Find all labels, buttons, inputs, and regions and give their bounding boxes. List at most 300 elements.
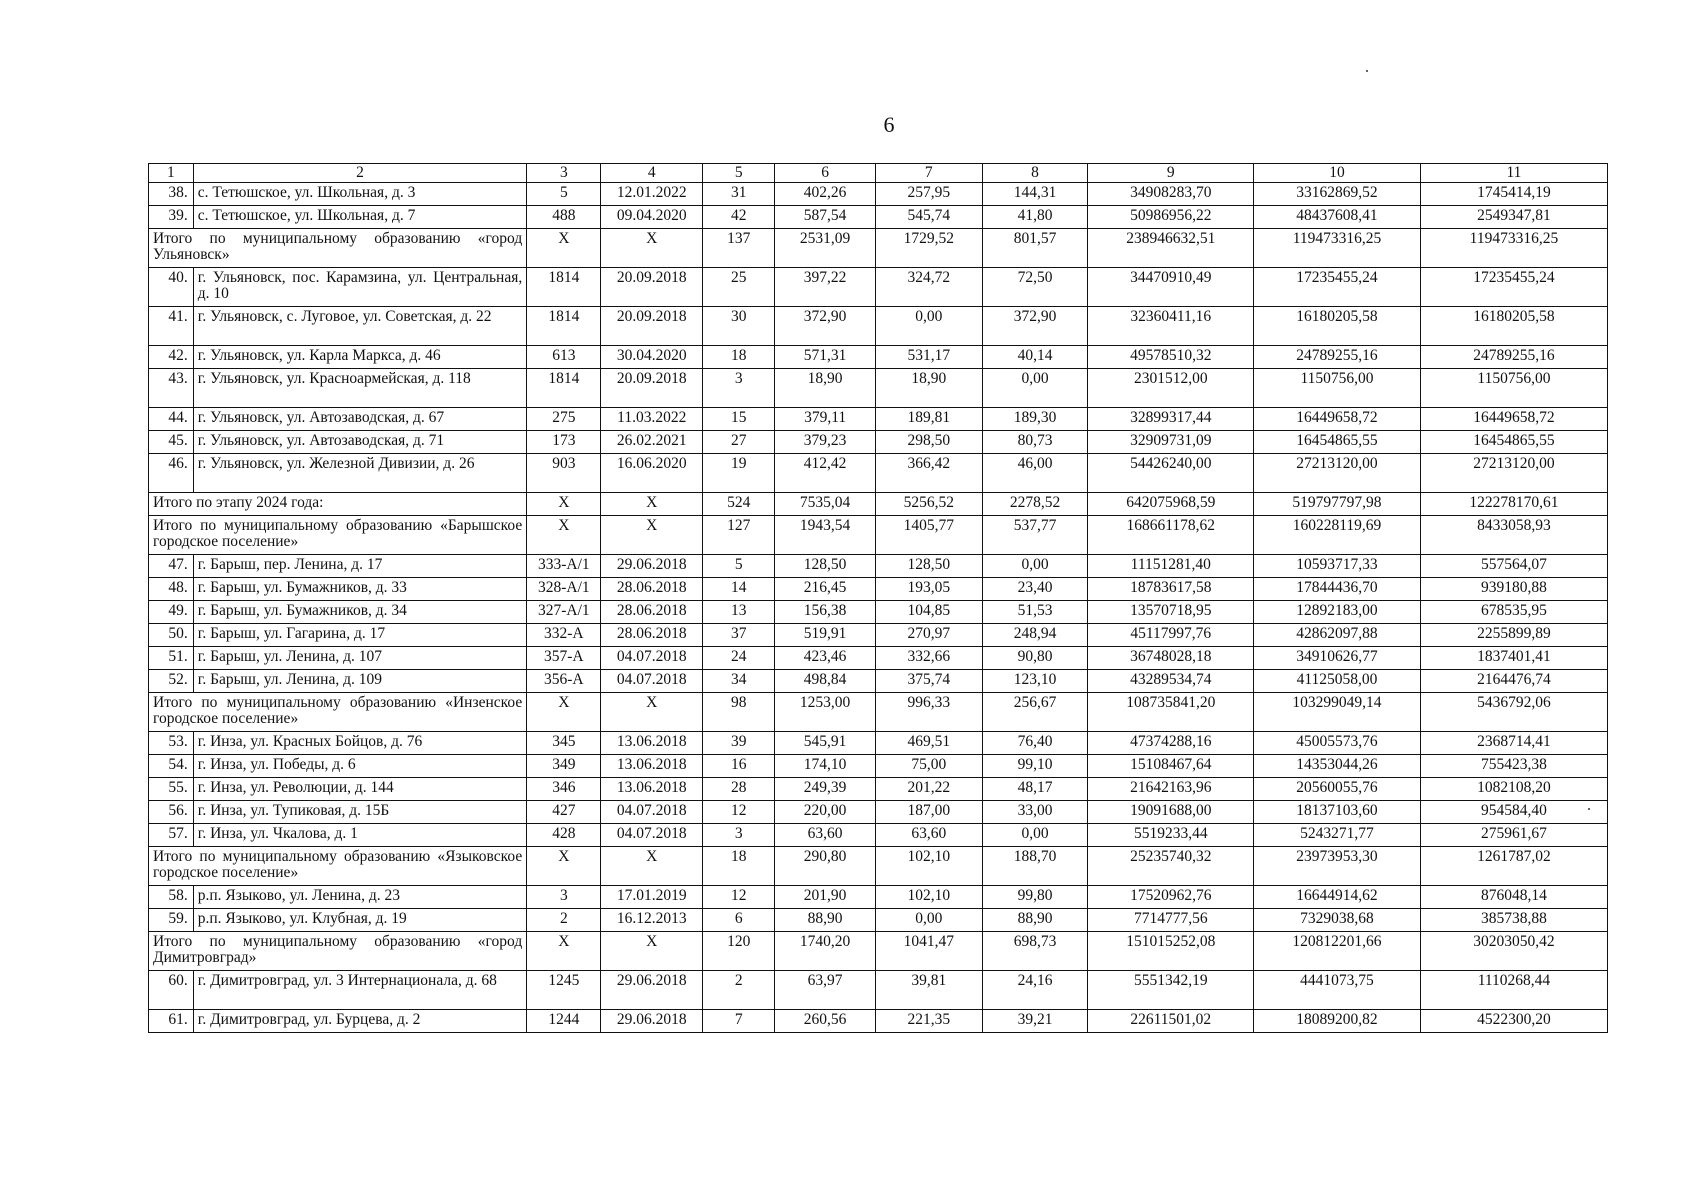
value-cell-col3: 1244 bbox=[527, 1010, 601, 1033]
value-cell-col5: 3 bbox=[703, 369, 775, 408]
value-cell-col9: 108735841,20 bbox=[1088, 693, 1254, 732]
housing-program-table bbox=[148, 163, 1608, 1033]
value-cell-col7: 257,95 bbox=[875, 183, 982, 206]
address-cell: р.п. Языково, ул. Клубная, д. 19 bbox=[193, 909, 526, 932]
value-cell-col4: 13.06.2018 bbox=[601, 732, 703, 755]
value-cell-col7: 128,50 bbox=[875, 555, 982, 578]
value-cell-col3: 1814 bbox=[527, 369, 601, 408]
table-row bbox=[149, 408, 1608, 431]
value-cell-col4: 04.07.2018 bbox=[601, 824, 703, 847]
value-cell-col7: 469,51 bbox=[875, 732, 982, 755]
value-cell-col4: 04.07.2018 bbox=[601, 801, 703, 824]
value-cell-col10: 16454865,55 bbox=[1254, 431, 1421, 454]
value-cell-col3: 2 bbox=[527, 909, 601, 932]
table-row bbox=[149, 971, 1608, 1010]
value-cell-col11: 939180,88 bbox=[1420, 578, 1607, 601]
value-cell-col10: 4441073,75 bbox=[1254, 971, 1421, 1010]
row-number: 61. bbox=[149, 1010, 194, 1033]
value-cell-col8: 189,30 bbox=[982, 408, 1088, 431]
value-cell-col6: 519,91 bbox=[775, 624, 876, 647]
subtotal-label: Итого по муниципальному образованию «Инзенское городское поселение» bbox=[149, 693, 527, 732]
value-cell-col6: 397,22 bbox=[775, 268, 876, 307]
value-cell-col7: 1729,52 bbox=[875, 229, 982, 268]
table-row bbox=[149, 431, 1608, 454]
value-cell-col5: 12 bbox=[703, 801, 775, 824]
value-cell-col3: 1814 bbox=[527, 268, 601, 307]
value-cell-col10: 27213120,00 bbox=[1254, 454, 1421, 493]
value-cell-col3: 173 bbox=[527, 431, 601, 454]
value-cell-col10: 45005573,76 bbox=[1254, 732, 1421, 755]
value-cell-col5: 137 bbox=[703, 229, 775, 268]
value-cell-col8: 0,00 bbox=[982, 824, 1088, 847]
table-row bbox=[149, 1010, 1608, 1033]
table-row bbox=[149, 268, 1608, 307]
address-cell: г. Инза, ул. Победы, д. 6 bbox=[193, 755, 526, 778]
value-cell-col9: 238946632,51 bbox=[1088, 229, 1254, 268]
value-cell-col5: 42 bbox=[703, 206, 775, 229]
value-cell-col9: 36748028,18 bbox=[1088, 647, 1254, 670]
value-cell-col3: 328-А/1 bbox=[527, 578, 601, 601]
value-cell-col11: 1082108,20 bbox=[1420, 778, 1607, 801]
value-cell-col9: 22611501,02 bbox=[1088, 1010, 1254, 1033]
value-cell-col5: 25 bbox=[703, 268, 775, 307]
value-cell-col3: 613 bbox=[527, 346, 601, 369]
address-cell: г. Ульяновск, пос. Карамзина, ул. Центральная, д. 10 bbox=[193, 268, 526, 307]
value-cell-col6: 18,90 bbox=[775, 369, 876, 408]
value-cell-col9: 54426240,00 bbox=[1088, 454, 1254, 493]
value-cell-col9: 50986956,22 bbox=[1088, 206, 1254, 229]
value-cell-col10: 103299049,14 bbox=[1254, 693, 1421, 732]
value-cell-col3: 5 bbox=[527, 183, 601, 206]
table-row bbox=[149, 647, 1608, 670]
value-cell-col11: 557564,07 bbox=[1420, 555, 1607, 578]
value-cell-col9: 32909731,09 bbox=[1088, 431, 1254, 454]
value-cell-col6: 249,39 bbox=[775, 778, 876, 801]
value-cell-col9: 25235740,32 bbox=[1088, 847, 1254, 886]
subtotal-row bbox=[149, 229, 1608, 268]
value-cell-col10: 17844436,70 bbox=[1254, 578, 1421, 601]
table-row bbox=[149, 909, 1608, 932]
value-cell-col4: X bbox=[601, 229, 703, 268]
value-cell-col9: 21642163,96 bbox=[1088, 778, 1254, 801]
subtotal-label: Итого по этапу 2024 года: bbox=[149, 493, 527, 516]
value-cell-col8: 248,94 bbox=[982, 624, 1088, 647]
value-cell-col10: 18089200,82 bbox=[1254, 1010, 1421, 1033]
address-cell: г. Барыш, пер. Ленина, д. 17 bbox=[193, 555, 526, 578]
table-row bbox=[149, 824, 1608, 847]
value-cell-col9: 168661178,62 bbox=[1088, 516, 1254, 555]
value-cell-col4: 20.09.2018 bbox=[601, 369, 703, 408]
value-cell-col9: 32899317,44 bbox=[1088, 408, 1254, 431]
value-cell-col5: 2 bbox=[703, 971, 775, 1010]
value-cell-col8: 372,90 bbox=[982, 307, 1088, 346]
value-cell-col5: 31 bbox=[703, 183, 775, 206]
address-cell: г. Барыш, ул. Гагарина, д. 17 bbox=[193, 624, 526, 647]
value-cell-col10: 34910626,77 bbox=[1254, 647, 1421, 670]
value-cell-col6: 290,80 bbox=[775, 847, 876, 886]
subtotal-row bbox=[149, 516, 1608, 555]
value-cell-col6: 88,90 bbox=[775, 909, 876, 932]
value-cell-col7: 201,22 bbox=[875, 778, 982, 801]
row-number: 38. bbox=[149, 183, 194, 206]
table-row bbox=[149, 307, 1608, 346]
value-cell-col9: 49578510,32 bbox=[1088, 346, 1254, 369]
value-cell-col8: 801,57 bbox=[982, 229, 1088, 268]
value-cell-col7: 5256,52 bbox=[875, 493, 982, 516]
value-cell-col10: 16180205,58 bbox=[1254, 307, 1421, 346]
value-cell-col10: 160228119,69 bbox=[1254, 516, 1421, 555]
value-cell-col3: X bbox=[527, 516, 601, 555]
value-cell-col7: 18,90 bbox=[875, 369, 982, 408]
value-cell-col4: X bbox=[601, 516, 703, 555]
value-cell-col9: 11151281,40 bbox=[1088, 555, 1254, 578]
column-header: 1 bbox=[149, 164, 194, 183]
value-cell-col9: 2301512,00 bbox=[1088, 369, 1254, 408]
address-cell: г. Ульяновск, ул. Автозаводская, д. 67 bbox=[193, 408, 526, 431]
value-cell-col7: 0,00 bbox=[875, 909, 982, 932]
value-cell-col6: 1943,54 bbox=[775, 516, 876, 555]
value-cell-col8: 144,31 bbox=[982, 183, 1088, 206]
column-header: 5 bbox=[703, 164, 775, 183]
row-number: 44. bbox=[149, 408, 194, 431]
value-cell-col5: 5 bbox=[703, 555, 775, 578]
value-cell-col8: 51,53 bbox=[982, 601, 1088, 624]
value-cell-col5: 24 bbox=[703, 647, 775, 670]
value-cell-col10: 120812201,66 bbox=[1254, 932, 1421, 971]
table-row bbox=[149, 732, 1608, 755]
subtotal-row bbox=[149, 847, 1608, 886]
value-cell-col11: 954584,40 bbox=[1420, 801, 1607, 824]
row-number: 58. bbox=[149, 886, 194, 909]
address-cell: г. Ульяновск, ул. Автозаводская, д. 71 bbox=[193, 431, 526, 454]
scan-speck bbox=[1366, 70, 1368, 72]
address-cell: г. Димитровград, ул. 3 Интернационала, д. 68 bbox=[193, 971, 526, 1010]
value-cell-col9: 13570718,95 bbox=[1088, 601, 1254, 624]
row-number: 46. bbox=[149, 454, 194, 493]
value-cell-col4: 13.06.2018 bbox=[601, 755, 703, 778]
value-cell-col10: 41125058,00 bbox=[1254, 670, 1421, 693]
value-cell-col9: 45117997,76 bbox=[1088, 624, 1254, 647]
subtotal-row bbox=[149, 932, 1608, 971]
value-cell-col8: 33,00 bbox=[982, 801, 1088, 824]
value-cell-col5: 30 bbox=[703, 307, 775, 346]
value-cell-col3: 427 bbox=[527, 801, 601, 824]
value-cell-col3: 333-А/1 bbox=[527, 555, 601, 578]
value-cell-col4: 28.06.2018 bbox=[601, 601, 703, 624]
value-cell-col11: 119473316,25 bbox=[1420, 229, 1607, 268]
value-cell-col9: 17520962,76 bbox=[1088, 886, 1254, 909]
value-cell-col7: 39,81 bbox=[875, 971, 982, 1010]
value-cell-col3: 356-А bbox=[527, 670, 601, 693]
value-cell-col8: 0,00 bbox=[982, 555, 1088, 578]
value-cell-col3: 428 bbox=[527, 824, 601, 847]
value-cell-col11: 1261787,02 bbox=[1420, 847, 1607, 886]
value-cell-col8: 256,67 bbox=[982, 693, 1088, 732]
value-cell-col4: 17.01.2019 bbox=[601, 886, 703, 909]
value-cell-col4: 26.02.2021 bbox=[601, 431, 703, 454]
value-cell-col5: 28 bbox=[703, 778, 775, 801]
value-cell-col11: 27213120,00 bbox=[1420, 454, 1607, 493]
value-cell-col10: 48437608,41 bbox=[1254, 206, 1421, 229]
row-number: 40. bbox=[149, 268, 194, 307]
address-cell: г. Ульяновск, ул. Карла Маркса, д. 46 bbox=[193, 346, 526, 369]
value-cell-col8: 99,80 bbox=[982, 886, 1088, 909]
value-cell-col10: 16644914,62 bbox=[1254, 886, 1421, 909]
value-cell-col3: 332-А bbox=[527, 624, 601, 647]
page-number: 6 bbox=[883, 112, 895, 137]
table-row bbox=[149, 206, 1608, 229]
value-cell-col6: 498,84 bbox=[775, 670, 876, 693]
column-header: 8 bbox=[982, 164, 1088, 183]
value-cell-col9: 19091688,00 bbox=[1088, 801, 1254, 824]
row-number: 52. bbox=[149, 670, 194, 693]
address-cell: г. Барыш, ул. Ленина, д. 107 bbox=[193, 647, 526, 670]
value-cell-col10: 5243271,77 bbox=[1254, 824, 1421, 847]
value-cell-col4: 04.07.2018 bbox=[601, 670, 703, 693]
value-cell-col3: 488 bbox=[527, 206, 601, 229]
value-cell-col4: 12.01.2022 bbox=[601, 183, 703, 206]
value-cell-col6: 379,23 bbox=[775, 431, 876, 454]
value-cell-col11: 1837401,41 bbox=[1420, 647, 1607, 670]
table-row bbox=[149, 183, 1608, 206]
value-cell-col11: 1110268,44 bbox=[1420, 971, 1607, 1010]
value-cell-col9: 43289534,74 bbox=[1088, 670, 1254, 693]
value-cell-col3: X bbox=[527, 229, 601, 268]
address-cell: г. Ульяновск, ул. Железной Дивизии, д. 26 bbox=[193, 454, 526, 493]
value-cell-col5: 34 bbox=[703, 670, 775, 693]
value-cell-col6: 545,91 bbox=[775, 732, 876, 755]
column-number-header-row bbox=[149, 164, 1608, 183]
value-cell-col7: 102,10 bbox=[875, 847, 982, 886]
value-cell-col5: 524 bbox=[703, 493, 775, 516]
value-cell-col8: 41,80 bbox=[982, 206, 1088, 229]
table-row bbox=[149, 801, 1608, 824]
value-cell-col6: 201,90 bbox=[775, 886, 876, 909]
row-number: 57. bbox=[149, 824, 194, 847]
value-cell-col11: 2164476,74 bbox=[1420, 670, 1607, 693]
value-cell-col3: X bbox=[527, 847, 601, 886]
value-cell-col5: 120 bbox=[703, 932, 775, 971]
subtotal-row bbox=[149, 493, 1608, 516]
value-cell-col10: 519797797,98 bbox=[1254, 493, 1421, 516]
table-row bbox=[149, 555, 1608, 578]
value-cell-col4: 13.06.2018 bbox=[601, 778, 703, 801]
value-cell-col5: 13 bbox=[703, 601, 775, 624]
value-cell-col6: 216,45 bbox=[775, 578, 876, 601]
value-cell-col6: 1740,20 bbox=[775, 932, 876, 971]
column-header: 4 bbox=[601, 164, 703, 183]
column-header: 2 bbox=[193, 164, 526, 183]
value-cell-col3: X bbox=[527, 693, 601, 732]
value-cell-col9: 32360411,16 bbox=[1088, 307, 1254, 346]
address-cell: г. Ульяновск, ул. Красноармейская, д. 118 bbox=[193, 369, 526, 408]
value-cell-col4: 16.06.2020 bbox=[601, 454, 703, 493]
value-cell-col4: 20.09.2018 bbox=[601, 268, 703, 307]
address-cell: г. Инза, ул. Красных Бойцов, д. 76 bbox=[193, 732, 526, 755]
value-cell-col8: 76,40 bbox=[982, 732, 1088, 755]
value-cell-col10: 20560055,76 bbox=[1254, 778, 1421, 801]
value-cell-col9: 34470910,49 bbox=[1088, 268, 1254, 307]
value-cell-col7: 298,50 bbox=[875, 431, 982, 454]
value-cell-col7: 324,72 bbox=[875, 268, 982, 307]
value-cell-col7: 1041,47 bbox=[875, 932, 982, 971]
value-cell-col5: 14 bbox=[703, 578, 775, 601]
value-cell-col7: 221,35 bbox=[875, 1010, 982, 1033]
value-cell-col9: 5519233,44 bbox=[1088, 824, 1254, 847]
value-cell-col3: 275 bbox=[527, 408, 601, 431]
value-cell-col8: 0,00 bbox=[982, 369, 1088, 408]
value-cell-col7: 375,74 bbox=[875, 670, 982, 693]
value-cell-col5: 27 bbox=[703, 431, 775, 454]
value-cell-col11: 1150756,00 bbox=[1420, 369, 1607, 408]
value-cell-col4: 28.06.2018 bbox=[601, 624, 703, 647]
row-number: 54. bbox=[149, 755, 194, 778]
column-header: 6 bbox=[775, 164, 876, 183]
address-cell: г. Инза, ул. Чкалова, д. 1 bbox=[193, 824, 526, 847]
value-cell-col7: 366,42 bbox=[875, 454, 982, 493]
table-row bbox=[149, 346, 1608, 369]
value-cell-col11: 755423,38 bbox=[1420, 755, 1607, 778]
value-cell-col3: 345 bbox=[527, 732, 601, 755]
value-cell-col5: 6 bbox=[703, 909, 775, 932]
value-cell-col11: 122278170,61 bbox=[1420, 493, 1607, 516]
value-cell-col3: X bbox=[527, 932, 601, 971]
value-cell-col10: 16449658,72 bbox=[1254, 408, 1421, 431]
value-cell-col4: 04.07.2018 bbox=[601, 647, 703, 670]
value-cell-col4: X bbox=[601, 693, 703, 732]
value-cell-col6: 220,00 bbox=[775, 801, 876, 824]
subtotal-label: Итого по муниципальному образованию «Барышское городское поселение» bbox=[149, 516, 527, 555]
value-cell-col8: 698,73 bbox=[982, 932, 1088, 971]
subtotal-label: Итого по муниципальному образованию «город Димитровград» bbox=[149, 932, 527, 971]
value-cell-col5: 127 bbox=[703, 516, 775, 555]
value-cell-col11: 2549347,81 bbox=[1420, 206, 1607, 229]
value-cell-col7: 545,74 bbox=[875, 206, 982, 229]
value-cell-col8: 48,17 bbox=[982, 778, 1088, 801]
address-cell: с. Тетюшское, ул. Школьная, д. 3 bbox=[193, 183, 526, 206]
value-cell-col10: 18137103,60 bbox=[1254, 801, 1421, 824]
value-cell-col10: 42862097,88 bbox=[1254, 624, 1421, 647]
value-cell-col7: 104,85 bbox=[875, 601, 982, 624]
value-cell-col4: 29.06.2018 bbox=[601, 1010, 703, 1033]
table-row bbox=[149, 755, 1608, 778]
row-number: 42. bbox=[149, 346, 194, 369]
value-cell-col5: 98 bbox=[703, 693, 775, 732]
value-cell-col9: 34908283,70 bbox=[1088, 183, 1254, 206]
value-cell-col7: 531,17 bbox=[875, 346, 982, 369]
table-row bbox=[149, 886, 1608, 909]
value-cell-col8: 24,16 bbox=[982, 971, 1088, 1010]
value-cell-col6: 2531,09 bbox=[775, 229, 876, 268]
value-cell-col3: 1814 bbox=[527, 307, 601, 346]
value-cell-col6: 7535,04 bbox=[775, 493, 876, 516]
value-cell-col8: 90,80 bbox=[982, 647, 1088, 670]
value-cell-col8: 88,90 bbox=[982, 909, 1088, 932]
value-cell-col8: 537,77 bbox=[982, 516, 1088, 555]
value-cell-col10: 10593717,33 bbox=[1254, 555, 1421, 578]
value-cell-col7: 0,00 bbox=[875, 307, 982, 346]
table-row bbox=[149, 778, 1608, 801]
value-cell-col7: 102,10 bbox=[875, 886, 982, 909]
value-cell-col3: 349 bbox=[527, 755, 601, 778]
value-cell-col6: 260,56 bbox=[775, 1010, 876, 1033]
value-cell-col6: 587,54 bbox=[775, 206, 876, 229]
value-cell-col11: 16454865,55 bbox=[1420, 431, 1607, 454]
value-cell-col8: 46,00 bbox=[982, 454, 1088, 493]
value-cell-col10: 24789255,16 bbox=[1254, 346, 1421, 369]
address-cell: г. Димитровград, ул. Бурцева, д. 2 bbox=[193, 1010, 526, 1033]
value-cell-col11: 5436792,06 bbox=[1420, 693, 1607, 732]
value-cell-col6: 379,11 bbox=[775, 408, 876, 431]
value-cell-col10: 119473316,25 bbox=[1254, 229, 1421, 268]
value-cell-col6: 63,60 bbox=[775, 824, 876, 847]
value-cell-col4: X bbox=[601, 847, 703, 886]
value-cell-col7: 193,05 bbox=[875, 578, 982, 601]
value-cell-col10: 14353044,26 bbox=[1254, 755, 1421, 778]
row-number: 53. bbox=[149, 732, 194, 755]
value-cell-col7: 270,97 bbox=[875, 624, 982, 647]
value-cell-col9: 642075968,59 bbox=[1088, 493, 1254, 516]
address-cell: г. Инза, ул. Революции, д. 144 bbox=[193, 778, 526, 801]
value-cell-col10: 1150756,00 bbox=[1254, 369, 1421, 408]
row-number: 47. bbox=[149, 555, 194, 578]
value-cell-col4: 29.06.2018 bbox=[601, 971, 703, 1010]
value-cell-col3: 327-А/1 bbox=[527, 601, 601, 624]
value-cell-col9: 151015252,08 bbox=[1088, 932, 1254, 971]
table-row bbox=[149, 578, 1608, 601]
table-row bbox=[149, 454, 1608, 493]
value-cell-col11: 30203050,42 bbox=[1420, 932, 1607, 971]
table-row bbox=[149, 369, 1608, 408]
table-row bbox=[149, 624, 1608, 647]
value-cell-col3: 1245 bbox=[527, 971, 601, 1010]
value-cell-col5: 7 bbox=[703, 1010, 775, 1033]
value-cell-col11: 8433058,93 bbox=[1420, 516, 1607, 555]
address-cell: г. Барыш, ул. Бумажников, д. 33 bbox=[193, 578, 526, 601]
value-cell-col4: X bbox=[601, 932, 703, 971]
address-cell: г. Барыш, ул. Ленина, д. 109 bbox=[193, 670, 526, 693]
value-cell-col4: 30.04.2020 bbox=[601, 346, 703, 369]
value-cell-col8: 123,10 bbox=[982, 670, 1088, 693]
value-cell-col11: 678535,95 bbox=[1420, 601, 1607, 624]
value-cell-col9: 18783617,58 bbox=[1088, 578, 1254, 601]
value-cell-col5: 18 bbox=[703, 847, 775, 886]
value-cell-col5: 16 bbox=[703, 755, 775, 778]
value-cell-col3: 346 bbox=[527, 778, 601, 801]
value-cell-col7: 1405,77 bbox=[875, 516, 982, 555]
value-cell-col6: 423,46 bbox=[775, 647, 876, 670]
value-cell-col11: 385738,88 bbox=[1420, 909, 1607, 932]
value-cell-col8: 188,70 bbox=[982, 847, 1088, 886]
value-cell-col6: 412,42 bbox=[775, 454, 876, 493]
value-cell-col11: 4522300,20 bbox=[1420, 1010, 1607, 1033]
value-cell-col5: 12 bbox=[703, 886, 775, 909]
value-cell-col11: 24789255,16 bbox=[1420, 346, 1607, 369]
value-cell-col7: 187,00 bbox=[875, 801, 982, 824]
value-cell-col11: 275961,67 bbox=[1420, 824, 1607, 847]
value-cell-col8: 99,10 bbox=[982, 755, 1088, 778]
value-cell-col4: X bbox=[601, 493, 703, 516]
row-number: 39. bbox=[149, 206, 194, 229]
row-number: 45. bbox=[149, 431, 194, 454]
value-cell-col4: 28.06.2018 bbox=[601, 578, 703, 601]
value-cell-col8: 2278,52 bbox=[982, 493, 1088, 516]
value-cell-col7: 189,81 bbox=[875, 408, 982, 431]
value-cell-col3: 3 bbox=[527, 886, 601, 909]
value-cell-col6: 156,38 bbox=[775, 601, 876, 624]
row-number: 51. bbox=[149, 647, 194, 670]
value-cell-col11: 1745414,19 bbox=[1420, 183, 1607, 206]
